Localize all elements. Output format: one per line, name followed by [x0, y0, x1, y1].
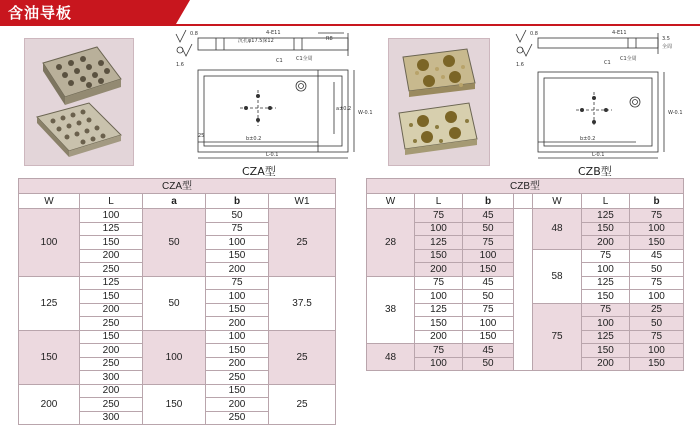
czb-chamfer-label: C1 [604, 60, 611, 66]
czb-l-cell: 200 [415, 330, 463, 344]
cza-a-cell: 100 [143, 330, 206, 384]
czb-header-cell: b [463, 194, 514, 209]
cza-b-cell: 150 [206, 384, 269, 398]
czb-b-cell: 45 [463, 276, 514, 290]
czb-l-cell: 200 [415, 263, 463, 277]
czb-dim-l: L-0.1 [592, 152, 605, 158]
czb-l-cell: 100 [415, 222, 463, 236]
cza-w-cell: 100 [19, 209, 80, 277]
czb-drawing-label: CZB型 [578, 165, 612, 178]
czb-dim-b: b±0.2 [580, 136, 596, 142]
cza-l-cell: 250 [80, 398, 143, 412]
czb-w-cell: 28 [367, 209, 415, 277]
czb-l-cell: 125 [582, 209, 630, 223]
czb-b-cell: 75 [463, 236, 514, 250]
czb-b-cell: 50 [463, 357, 514, 371]
czb-b-cell: 50 [630, 317, 684, 331]
cza-dim-l: L-0.1 [266, 152, 279, 158]
cza-header-cell: W [19, 194, 80, 209]
section-banner [0, 0, 700, 28]
cza-w-cell: 125 [19, 276, 80, 330]
czb-l-cell: 125 [415, 236, 463, 250]
czb-b-cell: 100 [630, 344, 684, 358]
cza-a-cell: 50 [143, 276, 206, 330]
czb-spacer-cell [514, 209, 533, 371]
cza-l-cell: 150 [80, 236, 143, 250]
czb-l-cell: 75 [415, 209, 463, 223]
czb-l-cell: 150 [582, 222, 630, 236]
cza-a-cell: 150 [143, 384, 206, 425]
czb-w-cell: 48 [533, 209, 582, 250]
cza-l-cell: 125 [80, 276, 143, 290]
czb-l-cell: 75 [415, 276, 463, 290]
czb-b-cell: 150 [463, 330, 514, 344]
cza-technical-drawing [168, 30, 373, 166]
czb-b-cell: 100 [463, 317, 514, 331]
czb-technical-drawing [508, 30, 688, 166]
table-row [19, 276, 336, 290]
cza-dim-w: W-0.1 [358, 110, 373, 116]
czb-l-cell: 100 [582, 263, 630, 277]
czb-b-cell: 150 [630, 236, 684, 250]
czb-spec-table [366, 178, 684, 371]
czb-l-cell: 200 [582, 236, 630, 250]
czb-table-title: CZB型 [367, 179, 684, 194]
cza-l-cell: 200 [80, 384, 143, 398]
czb-b-cell: 150 [630, 357, 684, 371]
cza-b-cell: 50 [206, 209, 269, 223]
czb-header-cell: W [533, 194, 582, 209]
cza-b-cell: 150 [206, 303, 269, 317]
cza-b-cell: 100 [206, 236, 269, 250]
cza-l-cell: 150 [80, 330, 143, 344]
czb-dim-w: W-0.1 [668, 110, 683, 116]
czb-header-cell: L [415, 194, 463, 209]
cza-l-cell: 150 [80, 290, 143, 304]
cza-w1-cell: 25 [269, 384, 336, 425]
czb-w-cell: 48 [367, 344, 415, 371]
table-row [367, 209, 684, 223]
czb-b-cell: 50 [463, 222, 514, 236]
cza-b-cell: 75 [206, 222, 269, 236]
cza-w-cell: 200 [19, 384, 80, 425]
czb-b-cell: 45 [463, 209, 514, 223]
czb-l-cell: 125 [582, 330, 630, 344]
cza-depth-label: R8 [326, 36, 333, 42]
cza-l-cell: 250 [80, 263, 143, 277]
czb-b-cell: 50 [630, 263, 684, 277]
cza-l-cell: 200 [80, 249, 143, 263]
cza-roughness-label-2: 1.6 [176, 62, 184, 68]
czb-w-cell: 58 [533, 249, 582, 303]
cza-w-cell: 150 [19, 330, 80, 384]
cza-dim-a: a±0.2 [336, 106, 352, 112]
czb-b-cell: 100 [630, 222, 684, 236]
cza-b-cell: 150 [206, 344, 269, 358]
cza-dim-25: 25 [198, 133, 205, 139]
czb-w-cell: 75 [533, 303, 582, 371]
cza-b-cell: 200 [206, 398, 269, 412]
cza-l-cell: 100 [80, 209, 143, 223]
cza-w1-cell: 25 [269, 209, 336, 277]
table-row [19, 384, 336, 398]
czb-l-cell: 200 [582, 357, 630, 371]
cza-drawing-label: CZA型 [242, 165, 276, 178]
cza-b-cell: 75 [206, 276, 269, 290]
czb-l-cell: 75 [582, 249, 630, 263]
czb-b-cell: 75 [463, 303, 514, 317]
cza-spec-table [18, 178, 336, 425]
cza-b-cell: 100 [206, 330, 269, 344]
cza-header-cell: W1 [269, 194, 336, 209]
czb-b-cell: 75 [630, 330, 684, 344]
cza-tol-label: 4-E11 [266, 30, 281, 36]
cza-w1-cell: 37.5 [269, 276, 336, 330]
czb-b-cell: 75 [630, 209, 684, 223]
cza-l-cell: 200 [80, 344, 143, 358]
cza-w1-cell: 25 [269, 330, 336, 384]
cza-chamfer-label: C1 [276, 58, 283, 64]
czb-product-photo [388, 38, 490, 166]
cza-b-cell: 250 [206, 411, 269, 425]
cza-chamfer-label-2: C1全周 [296, 56, 313, 62]
czb-b-cell: 100 [630, 290, 684, 304]
banner-underline [0, 24, 700, 26]
czb-w-cell: 38 [367, 276, 415, 344]
cza-product-photo [24, 38, 134, 166]
cza-b-cell: 250 [206, 371, 269, 385]
cza-l-cell: 125 [80, 222, 143, 236]
cza-header-cell: a [143, 194, 206, 209]
czb-b-cell: 100 [463, 249, 514, 263]
czb-l-cell: 75 [415, 344, 463, 358]
czb-l-cell: 100 [582, 317, 630, 331]
czb-b-cell: 45 [630, 249, 684, 263]
czb-roughness-label: 0.8 [530, 31, 538, 37]
cza-l-cell: 300 [80, 411, 143, 425]
czb-l-cell: 75 [582, 303, 630, 317]
section-title: 含油导板 [8, 4, 73, 22]
cza-b-cell: 200 [206, 317, 269, 331]
czb-header-cell: b [630, 194, 684, 209]
czb-roughness-label-2: 1.6 [516, 62, 524, 68]
czb-l-cell: 150 [582, 290, 630, 304]
czb-l-cell: 150 [415, 317, 463, 331]
cza-a-cell: 50 [143, 209, 206, 277]
czb-spacer-cell [514, 194, 533, 209]
czb-b-cell: 25 [630, 303, 684, 317]
cza-b-cell: 200 [206, 357, 269, 371]
czb-tol-label: 4-E11 [612, 30, 627, 36]
cza-b-cell: 150 [206, 249, 269, 263]
czb-b-cell: 45 [463, 344, 514, 358]
table-row [19, 330, 336, 344]
czb-header-cell: W [367, 194, 415, 209]
czb-l-cell: 150 [582, 344, 630, 358]
cza-l-cell: 250 [80, 317, 143, 331]
cza-hole-note: 沉孔φ17.5深12 [238, 38, 274, 44]
czb-chamfer-label-2: C1全周 [620, 56, 637, 62]
cza-b-cell: 200 [206, 263, 269, 277]
cza-header-cell: L [80, 194, 143, 209]
cza-b-cell: 100 [206, 290, 269, 304]
czb-l-cell: 100 [415, 357, 463, 371]
czb-header-cell: L [582, 194, 630, 209]
czb-b-cell: 75 [630, 276, 684, 290]
cza-l-cell: 250 [80, 357, 143, 371]
czb-l-cell: 125 [582, 276, 630, 290]
cza-table-title: CZA型 [19, 179, 336, 194]
czb-note: 全周 [662, 44, 673, 50]
czb-b-cell: 150 [463, 263, 514, 277]
cza-dim-b: b±0.2 [246, 136, 262, 142]
cza-l-cell: 300 [80, 371, 143, 385]
czb-l-cell: 100 [415, 290, 463, 304]
czb-b-cell: 50 [463, 290, 514, 304]
czb-dim-35: 3.5 [662, 36, 670, 42]
czb-l-cell: 150 [415, 249, 463, 263]
cza-l-cell: 200 [80, 303, 143, 317]
cza-header-cell: b [206, 194, 269, 209]
table-row [19, 209, 336, 223]
czb-l-cell: 125 [415, 303, 463, 317]
cza-roughness-label: 0.8 [190, 31, 198, 37]
